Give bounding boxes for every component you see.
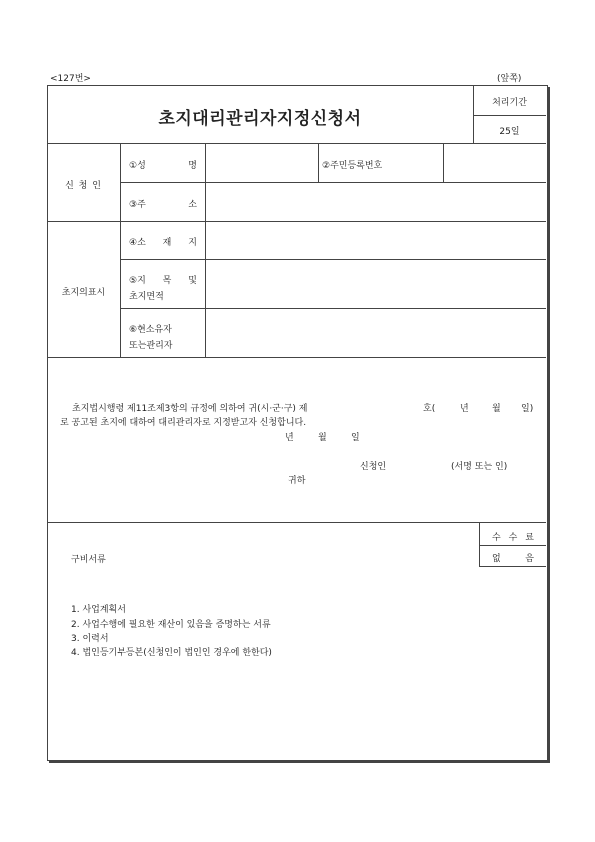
location-label (129, 235, 197, 248)
row-rule-title (47, 143, 546, 144)
location-label-char: ④소 (129, 238, 146, 248)
row-rule-name (120, 182, 546, 183)
row-rule-applicant (47, 221, 546, 222)
row-rule-statement (47, 522, 546, 523)
name-label-char: 명 (188, 161, 197, 171)
fee-value (492, 551, 534, 564)
owner-label-line1: ⑥현소유자 (129, 325, 172, 335)
fee-label (492, 530, 534, 543)
row-rule-grassland (47, 357, 546, 358)
form-title: 초지대리관리자지정신청서 (158, 109, 362, 129)
document-item: 2. 사업수행에 필요한 재산이 있음을 증명하는 서류 (71, 620, 271, 630)
date-day: 일 (351, 433, 360, 443)
location-input[interactable] (207, 223, 544, 257)
signature-note: (서명 또는 인) (451, 462, 508, 472)
date-year: 년 (285, 433, 294, 443)
page-side-label: (앞쪽) (497, 74, 522, 84)
document-item: 3. 이력서 (71, 634, 109, 644)
owner-label-line2: 또는관리자 (129, 341, 173, 351)
form-number: <127번> (50, 74, 91, 84)
reg-value-rule (443, 143, 444, 182)
name-input[interactable] (207, 145, 316, 180)
category-label-char: 목 (162, 276, 172, 286)
name-label-char: ①성 (129, 161, 146, 171)
applicant-section-label: 신 청 인 (65, 181, 102, 191)
required-documents-label: 구비서류 (71, 555, 106, 565)
fee-left-rule (479, 522, 480, 566)
owner-input[interactable] (207, 310, 544, 355)
fee-divider (479, 545, 546, 546)
category-label-char: 및 (188, 276, 197, 286)
address-input[interactable] (207, 184, 544, 219)
statement-line1-number: 호( (423, 404, 436, 414)
category-area-input[interactable] (207, 261, 544, 306)
date-month: 월 (318, 433, 327, 443)
field-label-rule (205, 143, 206, 357)
grassland-section-label: 초지의표시 (61, 288, 106, 298)
document-item: 1. 사업계획서 (71, 605, 126, 615)
statement-line1-text: 초지법시행령 제11조제3항의 규정에 의하여 귀(시·군·구) 제 (72, 404, 308, 414)
row-rule-location (120, 259, 546, 260)
fee-label-char: 수 (492, 533, 501, 543)
location-label-char: 재 (162, 238, 172, 248)
address-label-char: 소 (188, 200, 197, 210)
statement-line1-month: 월 (492, 404, 501, 414)
applicant-signature-label: 신청인 (360, 462, 387, 472)
processing-period-value: 25일 (499, 127, 520, 137)
section-label-rule (120, 143, 121, 357)
addressee: 귀하 (288, 476, 306, 486)
processing-divider (473, 115, 546, 116)
fee-label-char: 수 (508, 533, 518, 543)
category-label-char: ⑤지 (129, 276, 146, 286)
category-label-line2: 초지면적 (129, 292, 164, 302)
statement-line1-day: 일) (521, 404, 534, 414)
fee-label-char: 료 (525, 533, 534, 543)
row-rule-category (120, 308, 546, 309)
resident-reg-input[interactable] (445, 145, 544, 180)
fee-bottom (479, 566, 546, 567)
fee-value-char: 없 (492, 554, 501, 564)
name-label (129, 158, 197, 171)
address-label-char: ③주 (129, 200, 146, 210)
location-label-char: 지 (188, 238, 197, 248)
processing-period-label: 처리기간 (492, 98, 527, 108)
statement-line1-year: 년 (460, 404, 469, 414)
resident-reg-label: ②주민등록번호 (322, 161, 383, 171)
address-label (129, 197, 197, 210)
fee-value-char: 음 (525, 554, 534, 564)
statement-line2: 로 공고된 초지에 대하여 대리관리자로 지정받고자 신청합니다. (60, 418, 307, 428)
category-label-line1 (129, 273, 197, 286)
document-item: 4. 법인등기부등본(신청인이 법인인 경우에 한한다) (71, 648, 272, 658)
name-reg-rule (318, 143, 319, 182)
